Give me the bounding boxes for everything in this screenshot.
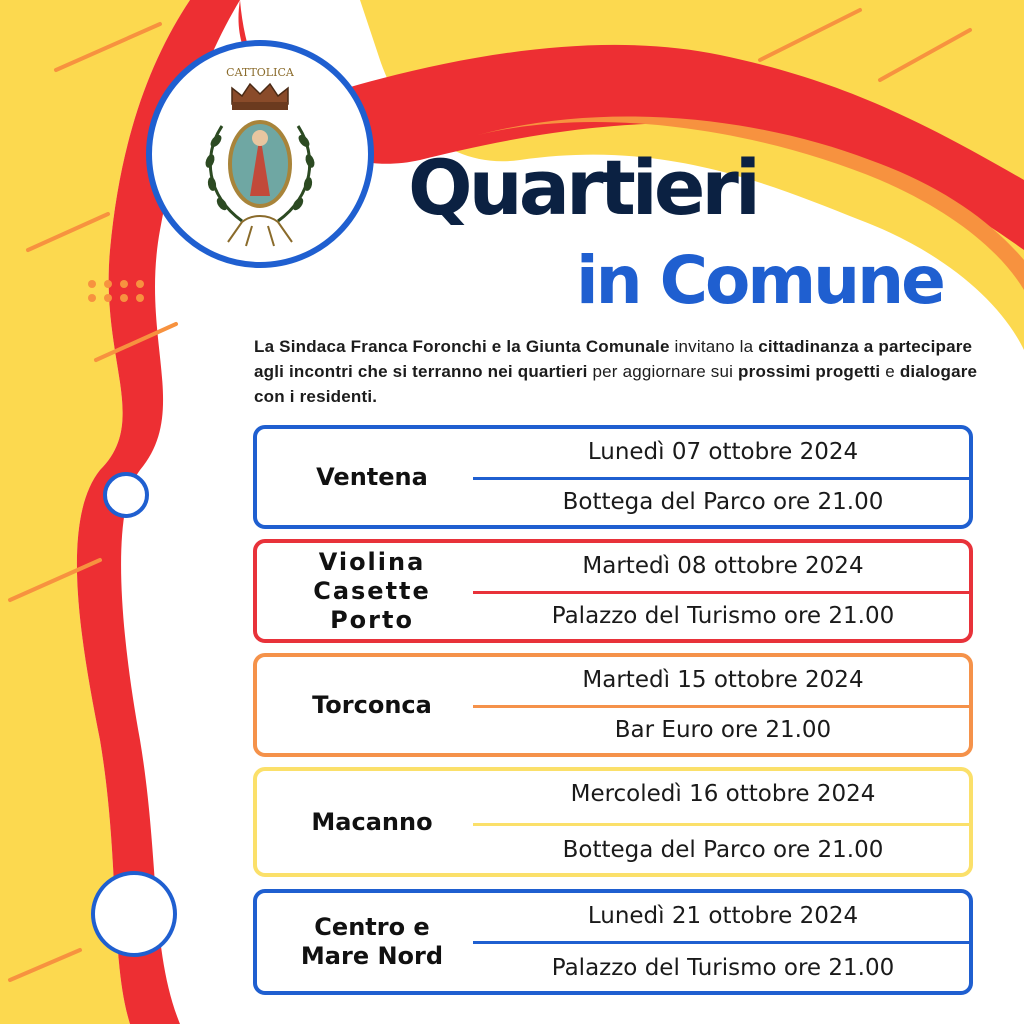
event-neighborhood-line: Casette — [313, 576, 431, 605]
intro-text — [254, 334, 980, 409]
title-line-2: in Comune — [576, 242, 943, 319]
event-neighborhood-line: Ventena — [316, 462, 428, 491]
event-card-violina — [253, 539, 973, 643]
intro-bold-3: prossimi progetti — [738, 362, 881, 381]
event-neighborhood-line: Torconca — [312, 690, 432, 719]
intro-regular-2: per aggiornare sui — [587, 362, 739, 381]
event-card-centro — [253, 889, 973, 995]
event-place: Bottega del Parco ore 21.00 — [562, 489, 884, 515]
intro-regular-1: invitano la — [669, 337, 759, 356]
crest-text: CATTOLICA — [226, 66, 294, 79]
event-neighborhood — [257, 893, 487, 991]
event-divider — [473, 477, 969, 480]
event-neighborhood-line: Centro e — [314, 913, 430, 941]
event-date: Mercoledì 16 ottobre 2024 — [570, 781, 876, 807]
event-date: Martedì 15 ottobre 2024 — [582, 667, 864, 693]
event-divider — [473, 705, 969, 708]
crest-image — [152, 46, 368, 262]
event-neighborhood — [257, 543, 487, 639]
intro-bold-4: dialogare con i residenti. — [254, 362, 978, 406]
event-card-macanno — [253, 767, 973, 877]
event-date: Lunedì 07 ottobre 2024 — [587, 439, 859, 465]
event-neighborhood — [257, 429, 487, 525]
event-place: Bar Euro ore 21.00 — [614, 717, 832, 743]
event-neighborhood — [257, 771, 487, 873]
event-place: Palazzo del Turismo ore 21.00 — [551, 603, 895, 629]
event-divider — [473, 941, 969, 944]
bg-circle-small — [105, 474, 147, 516]
intro-bold-2: cittadinanza a partecipare agli incontri che si terranno nei quartieri — [254, 337, 973, 381]
event-neighborhood-line: Macanno — [311, 807, 433, 836]
event-card-torconca — [253, 653, 973, 757]
event-divider — [473, 591, 969, 594]
event-neighborhood-line: Porto — [330, 605, 414, 634]
event-date: Lunedì 21 ottobre 2024 — [587, 903, 859, 929]
event-place: Palazzo del Turismo ore 21.00 — [551, 955, 895, 981]
intro-regular-3: e — [880, 362, 900, 381]
event-place: Bottega del Parco ore 21.00 — [562, 837, 884, 863]
event-neighborhood-line: Violina — [318, 547, 426, 576]
title-line-1: Quartieri — [408, 143, 757, 232]
event-date: Martedì 08 ottobre 2024 — [582, 553, 864, 579]
intro-bold-1: La Sindaca Franca Foronchi e la Giunta Comunale — [254, 337, 670, 356]
event-card-ventena — [253, 425, 973, 529]
event-neighborhood-line: Mare Nord — [300, 942, 444, 970]
event-divider — [473, 823, 969, 826]
bg-circle-large — [93, 873, 175, 955]
cattolica-crest — [146, 40, 374, 268]
event-neighborhood — [257, 657, 487, 753]
